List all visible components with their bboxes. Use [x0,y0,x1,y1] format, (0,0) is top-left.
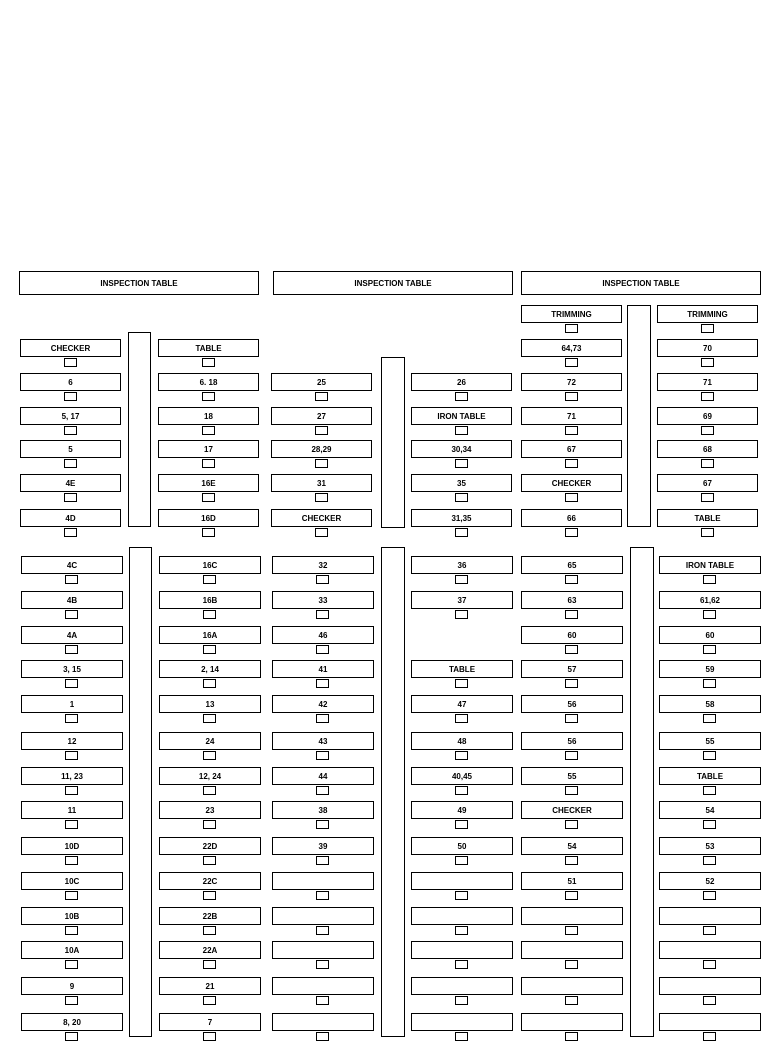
operator-seat [64,459,77,468]
operator-seat [315,392,328,401]
station-box [272,907,374,925]
station-box [411,872,513,890]
station-box: 16E [158,474,259,492]
station-box: TABLE [158,339,259,357]
station-box: 67 [657,474,758,492]
conveyor-belt-upper-1 [128,332,151,527]
station-box: 21 [159,977,261,995]
operator-seat [565,679,578,688]
station-box: 64,73 [521,339,622,357]
operator-seat [316,645,329,654]
operator-seat [65,820,78,829]
station-box: 48 [411,732,513,750]
operator-seat [703,751,716,760]
station-box [411,977,513,995]
operator-seat [203,820,216,829]
station-box: 36 [411,556,513,574]
operator-seat [701,528,714,537]
operator-seat [64,528,77,537]
operator-seat [203,856,216,865]
operator-seat [65,786,78,795]
operator-seat [65,645,78,654]
operator-seat [565,358,578,367]
station-box: 37 [411,591,513,609]
station-box: 67 [521,440,622,458]
station-box: TABLE [411,660,513,678]
conveyor-belt-lower-1 [129,547,152,1037]
station-box: 4C [21,556,123,574]
operator-seat [455,891,468,900]
operator-seat [203,996,216,1005]
station-box: 4D [20,509,121,527]
operator-seat [703,645,716,654]
operator-seat [565,392,578,401]
station-box: 33 [272,591,374,609]
station-box: 16A [159,626,261,644]
station-box: 56 [521,732,623,750]
station-box: 63 [521,591,623,609]
station-box: 22B [159,907,261,925]
station-box [521,907,623,925]
station-box: 26 [411,373,512,391]
station-box [659,907,761,925]
station-box [521,1013,623,1031]
operator-seat [703,856,716,865]
operator-seat [565,926,578,935]
station-box: 16C [159,556,261,574]
station-box: 69 [657,407,758,425]
operator-seat [316,1032,329,1041]
station-box: 4A [21,626,123,644]
station-box [411,907,513,925]
operator-seat [565,610,578,619]
station-box: 16B [159,591,261,609]
operator-seat [455,996,468,1005]
station-box: 10B [21,907,123,925]
station-box: 4E [20,474,121,492]
station-box: 22D [159,837,261,855]
station-box: 60 [521,626,623,644]
station-box: 12 [21,732,123,750]
station-box: 9 [21,977,123,995]
station-box: 54 [659,801,761,819]
operator-seat [65,575,78,584]
operator-seat [64,392,77,401]
station-box: 68 [657,440,758,458]
station-box: 12, 24 [159,767,261,785]
station-box: 32 [272,556,374,574]
operator-seat [203,960,216,969]
operator-seat [316,575,329,584]
station-box: TRIMMING [657,305,758,323]
operator-seat [65,856,78,865]
station-box: 59 [659,660,761,678]
station-box: 8, 20 [21,1013,123,1031]
station-box [659,1013,761,1031]
station-box: 5, 17 [20,407,121,425]
operator-seat [455,960,468,969]
operator-seat [565,459,578,468]
station-box [659,941,761,959]
operator-seat [316,610,329,619]
operator-seat [703,610,716,619]
operator-seat [65,679,78,688]
operator-seat [701,493,714,502]
station-box: CHECKER [20,339,121,357]
operator-seat [565,493,578,502]
station-box: 17 [158,440,259,458]
station-box: TRIMMING [521,305,622,323]
operator-seat [65,926,78,935]
operator-seat [203,786,216,795]
station-box: 56 [521,695,623,713]
operator-seat [565,856,578,865]
station-box: CHECKER [271,509,372,527]
station-box: 53 [659,837,761,855]
operator-seat [455,459,468,468]
station-box [272,941,374,959]
station-box: 18 [158,407,259,425]
operator-seat [64,358,77,367]
station-box: 71 [657,373,758,391]
operator-seat [64,493,77,502]
station-box [411,941,513,959]
station-box: 54 [521,837,623,855]
station-box: 43 [272,732,374,750]
operator-seat [701,358,714,367]
operator-seat [65,996,78,1005]
station-box: 40,45 [411,767,513,785]
operator-seat [455,493,468,502]
station-box: 1 [21,695,123,713]
operator-seat [316,996,329,1005]
operator-seat [203,575,216,584]
operator-seat [703,820,716,829]
station-box: 22C [159,872,261,890]
station-box: 16D [158,509,259,527]
operator-seat [202,358,215,367]
station-box: 24 [159,732,261,750]
operator-seat [315,528,328,537]
operator-seat [565,575,578,584]
station-box: 38 [272,801,374,819]
station-box: 66 [521,509,622,527]
station-box: 35 [411,474,512,492]
station-box: 5 [20,440,121,458]
station-box: TABLE [657,509,758,527]
operator-seat [65,1032,78,1041]
operator-seat [455,426,468,435]
operator-seat [455,679,468,688]
operator-seat [455,714,468,723]
operator-seat [565,996,578,1005]
operator-seat [203,679,216,688]
station-box: 28,29 [271,440,372,458]
station-box: 7 [159,1013,261,1031]
inspection-table-3: INSPECTION TABLE [521,271,761,295]
operator-seat [316,926,329,935]
station-box: 23 [159,801,261,819]
operator-seat [315,493,328,502]
operator-seat [202,426,215,435]
operator-seat [455,856,468,865]
station-box: CHECKER [521,801,623,819]
station-box: 47 [411,695,513,713]
operator-seat [565,960,578,969]
station-box: CHECKER [521,474,622,492]
operator-seat [316,856,329,865]
operator-seat [703,996,716,1005]
operator-seat [701,392,714,401]
operator-seat [703,679,716,688]
station-box: 46 [272,626,374,644]
station-box: 27 [271,407,372,425]
station-box: 52 [659,872,761,890]
operator-seat [202,459,215,468]
station-box: IRON TABLE [411,407,512,425]
operator-seat [565,426,578,435]
conveyor-belt-upper-2 [381,357,405,528]
operator-seat [316,820,329,829]
station-box [659,977,761,995]
station-box: 72 [521,373,622,391]
operator-seat [65,714,78,723]
operator-seat [565,324,578,333]
operator-seat [565,786,578,795]
station-box: 58 [659,695,761,713]
station-box: 51 [521,872,623,890]
operator-seat [565,751,578,760]
station-box: 50 [411,837,513,855]
operator-seat [315,426,328,435]
station-box: 31 [271,474,372,492]
station-box [272,1013,374,1031]
operator-seat [455,926,468,935]
station-box: 44 [272,767,374,785]
station-box: 10C [21,872,123,890]
operator-seat [316,679,329,688]
operator-seat [315,459,328,468]
station-box: 61,62 [659,591,761,609]
station-box: 60 [659,626,761,644]
station-box: 39 [272,837,374,855]
station-box: 30,34 [411,440,512,458]
operator-seat [203,610,216,619]
operator-seat [703,1032,716,1041]
operator-seat [203,714,216,723]
station-box [411,1013,513,1031]
station-box: TABLE [659,767,761,785]
operator-seat [202,528,215,537]
station-box: 65 [521,556,623,574]
operator-seat [565,820,578,829]
station-box: 42 [272,695,374,713]
operator-seat [203,645,216,654]
operator-seat [65,960,78,969]
station-box: 13 [159,695,261,713]
operator-seat [701,324,714,333]
station-box [272,977,374,995]
operator-seat [701,459,714,468]
conveyor-belt-upper-3 [627,305,651,527]
operator-seat [65,610,78,619]
operator-seat [703,575,716,584]
inspection-table-2: INSPECTION TABLE [273,271,513,295]
conveyor-belt-lower-3 [630,547,654,1037]
operator-seat [203,891,216,900]
operator-seat [203,926,216,935]
operator-seat [316,960,329,969]
operator-seat [701,426,714,435]
station-box: 55 [521,767,623,785]
station-box: 31,35 [411,509,512,527]
station-box: 4B [21,591,123,609]
station-box: 6 [20,373,121,391]
station-box: 25 [271,373,372,391]
operator-seat [703,786,716,795]
conveyor-belt-lower-2 [381,547,405,1037]
operator-seat [565,714,578,723]
operator-seat [703,891,716,900]
station-box: 10A [21,941,123,959]
operator-seat [703,960,716,969]
station-box: 11, 23 [21,767,123,785]
operator-seat [455,820,468,829]
operator-seat [565,891,578,900]
operator-seat [565,1032,578,1041]
station-box [272,872,374,890]
station-box: 2, 14 [159,660,261,678]
station-box: 22A [159,941,261,959]
station-box: 41 [272,660,374,678]
station-box: 10D [21,837,123,855]
operator-seat [703,714,716,723]
operator-seat [703,926,716,935]
operator-seat [565,645,578,654]
station-box: 55 [659,732,761,750]
operator-seat [455,786,468,795]
station-box: IRON TABLE [659,556,761,574]
station-box [521,977,623,995]
station-box: 71 [521,407,622,425]
operator-seat [202,392,215,401]
operator-seat [565,528,578,537]
station-box [521,941,623,959]
operator-seat [455,392,468,401]
inspection-table-1: INSPECTION TABLE [19,271,259,295]
station-box: 57 [521,660,623,678]
station-box: 70 [657,339,758,357]
operator-seat [455,575,468,584]
operator-seat [455,1032,468,1041]
station-box: 6. 18 [158,373,259,391]
operator-seat [455,610,468,619]
operator-seat [316,891,329,900]
operator-seat [203,1032,216,1041]
station-box: 49 [411,801,513,819]
operator-seat [316,714,329,723]
operator-seat [316,786,329,795]
operator-seat [316,751,329,760]
operator-seat [65,751,78,760]
operator-seat [202,493,215,502]
operator-seat [203,751,216,760]
operator-seat [64,426,77,435]
operator-seat [455,528,468,537]
station-box: 11 [21,801,123,819]
operator-seat [455,751,468,760]
station-box: 3, 15 [21,660,123,678]
operator-seat [65,891,78,900]
